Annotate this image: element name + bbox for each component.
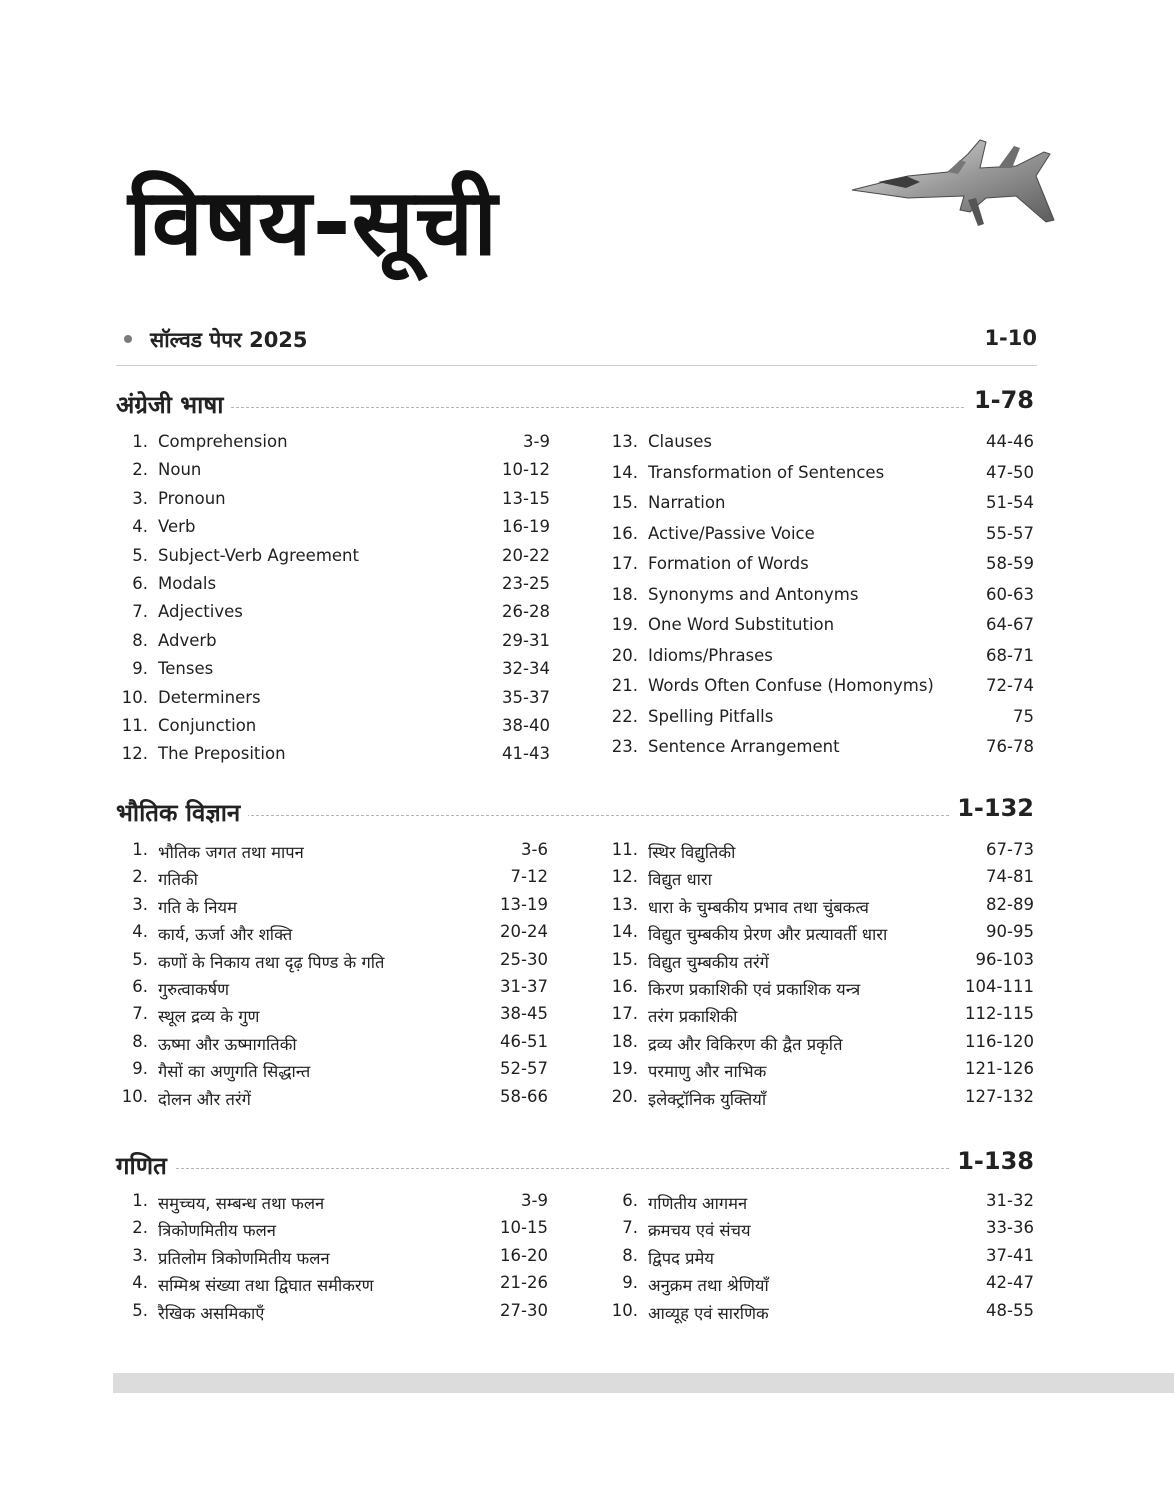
- toc-item[interactable]: [116, 1059, 548, 1085]
- toc-item-pages: 38-40: [502, 716, 550, 735]
- toc-item-title: परमाणु और नाभिक: [648, 1062, 767, 1082]
- dotted-leader: [116, 815, 1034, 816]
- toc-item-title: Pronoun: [158, 488, 226, 508]
- toc-item-title: गैसों का अणुगति सिद्धान्त: [158, 1062, 311, 1082]
- toc-item-title: Idioms/Phrases: [648, 645, 773, 665]
- toc-item-title: विद्युत चुम्बकीय प्रेरण और प्रत्यावर्ती धारा: [648, 925, 888, 945]
- toc-item[interactable]: [116, 1301, 548, 1327]
- toc-item-pages: 27-30: [500, 1300, 548, 1320]
- toc-item-pages: 48-55: [986, 1300, 1034, 1320]
- section-physics: [116, 794, 1034, 1109]
- toc-item[interactable]: [116, 1246, 548, 1272]
- toc-item-number: 2.: [132, 460, 148, 480]
- toc-item-title: धारा के चुम्बकीय प्रभाव तथा चुंबकत्व: [648, 897, 869, 917]
- section-english: [116, 386, 1034, 764]
- toc-item-pages: 74-81: [986, 867, 1034, 887]
- toc-item-title: क्रमचय एवं संचय: [648, 1221, 751, 1241]
- toc-item-pages: 121-126: [965, 1059, 1034, 1079]
- toc-item[interactable]: [606, 1059, 1034, 1085]
- toc-item-title: Determiners: [158, 687, 261, 707]
- toc-item[interactable]: [606, 615, 1034, 641]
- toc-item-title: समुच्चय, सम्बन्ध तथा फलन: [158, 1194, 325, 1213]
- section-title: अंग्रेजी भाषा: [116, 388, 231, 421]
- toc-item-title: विद्युत चुम्बकीय तरंगें: [648, 952, 769, 972]
- toc-item-title: भौतिक जगत तथा मापन: [158, 843, 304, 862]
- toc-item-number: 1.: [132, 432, 148, 451]
- toc-item[interactable]: [116, 867, 548, 893]
- toc-item-title: द्विपद प्रमेय: [648, 1248, 714, 1268]
- toc-item-number: 6.: [622, 1191, 638, 1210]
- toc-item-pages: 35-37: [502, 687, 550, 707]
- section-pages: 1-138: [949, 1147, 1034, 1175]
- toc-item[interactable]: [116, 950, 548, 976]
- toc-item[interactable]: [606, 1273, 1034, 1299]
- toc-item[interactable]: [116, 977, 548, 1003]
- toc-item-title: गणितीय आगमन: [648, 1194, 748, 1213]
- toc-item-title: Active/Passive Voice: [648, 523, 815, 543]
- toc-item[interactable]: [606, 432, 1034, 458]
- toc-item[interactable]: [116, 744, 550, 770]
- toc-item[interactable]: [116, 895, 548, 921]
- toc-item-title: Modals: [158, 574, 217, 593]
- toc-item[interactable]: [116, 546, 550, 572]
- section-title: गणित: [116, 1149, 175, 1182]
- toc-item-pages: 7-12: [510, 867, 548, 887]
- toc-item-title: Conjunction: [158, 716, 257, 735]
- toc-item[interactable]: [606, 1191, 1034, 1217]
- toc-item-pages: 46-51: [500, 1031, 548, 1051]
- toc-item-pages: 68-71: [986, 645, 1034, 665]
- toc-item[interactable]: [606, 840, 1034, 866]
- toc-item-title: द्रव्य और विकिरण की द्वैत प्रकृति: [648, 1034, 843, 1054]
- toc-item-title: Clauses: [648, 432, 713, 451]
- toc-item-pages: 72-74: [986, 676, 1034, 695]
- toc-item[interactable]: [606, 1032, 1034, 1058]
- toc-item-title: The Preposition: [158, 744, 286, 764]
- toc-item-number: 4.: [132, 922, 148, 942]
- toc-item-pages: 55-57: [986, 523, 1034, 543]
- toc-item-number: 3.: [132, 1245, 148, 1265]
- toc-item-number: 7.: [132, 1004, 148, 1024]
- footer-bar: [113, 1373, 1174, 1393]
- toc-item-number: 3.: [132, 894, 148, 914]
- toc-item-number: 7.: [622, 1218, 638, 1238]
- toc-item[interactable]: [116, 716, 550, 742]
- toc-item-title: ऊष्मा और ऊष्मागतिकी: [158, 1034, 297, 1054]
- toc-item-number: 4.: [132, 1273, 148, 1293]
- toc-item-pages: 23-25: [502, 574, 550, 593]
- toc-item[interactable]: [606, 1087, 1034, 1113]
- toc-item[interactable]: [116, 574, 550, 600]
- toc-item-pages: 16-20: [500, 1245, 548, 1265]
- toc-item[interactable]: [606, 524, 1034, 550]
- toc-item-title: गति के नियम: [158, 897, 237, 917]
- toc-item-title: Sentence Arrangement: [648, 737, 840, 756]
- toc-item-title: स्थिर विद्युतिकी: [648, 843, 736, 862]
- toc-item-pages: 82-89: [986, 894, 1034, 914]
- toc-item[interactable]: [606, 676, 1034, 702]
- toc-item[interactable]: [116, 1191, 548, 1217]
- toc-item[interactable]: [116, 1273, 548, 1299]
- toc-item[interactable]: [116, 922, 548, 948]
- toc-item[interactable]: [606, 895, 1034, 921]
- toc-item-pages: 116-120: [965, 1031, 1034, 1051]
- toc-item[interactable]: [606, 867, 1034, 893]
- toc-item[interactable]: [116, 432, 550, 458]
- toc-item-title: Comprehension: [158, 432, 288, 451]
- toc-item[interactable]: [606, 493, 1034, 519]
- toc-item-pages: 96-103: [975, 949, 1034, 969]
- toc-item[interactable]: [116, 1004, 548, 1030]
- dotted-leader: [116, 1168, 1034, 1169]
- toc-item-title: Subject-Verb Agreement: [158, 545, 359, 565]
- dotted-leader: [116, 407, 1034, 408]
- toc-item-pages: 26-28: [502, 602, 550, 622]
- toc-item-pages: 37-41: [986, 1245, 1034, 1265]
- toc-item-title: गुरुत्वाकर्षण: [158, 980, 230, 999]
- toc-item-pages: 60-63: [986, 584, 1034, 604]
- toc-item-number: 5.: [132, 1300, 148, 1320]
- toc-item-number: 13.: [611, 432, 638, 451]
- solved-paper-pages: 1-10: [984, 326, 1037, 350]
- toc-item-number: 1.: [132, 1191, 148, 1210]
- toc-item-pages: 3-9: [523, 432, 550, 451]
- toc-item[interactable]: [606, 646, 1034, 672]
- toc-item-title: Adjectives: [158, 602, 243, 622]
- toc-item-title: अनुक्रम तथा श्रेणियाँ: [648, 1276, 769, 1296]
- toc-item-pages: 44-46: [986, 432, 1034, 451]
- toc-item-pages: 75: [1013, 706, 1034, 726]
- toc-item-number: 11.: [121, 716, 148, 735]
- toc-item-pages: 90-95: [986, 922, 1034, 942]
- toc-item-pages: 16-19: [502, 517, 550, 537]
- section-header[interactable]: [116, 1149, 1034, 1183]
- solved-paper-label: सॉल्वड पेपर 2025: [150, 328, 308, 352]
- toc-item[interactable]: [606, 1246, 1034, 1272]
- toc-item-number: 20.: [611, 1086, 638, 1106]
- toc-item-number: 16.: [611, 523, 638, 543]
- toc-item-pages: 38-45: [500, 1004, 548, 1024]
- section-maths: [116, 1147, 1034, 1323]
- toc-item-number: 1.: [132, 840, 148, 859]
- toc-item-pages: 20-22: [502, 545, 550, 565]
- toc-item-number: 19.: [611, 1059, 638, 1079]
- toc-item-title: Adverb: [158, 630, 217, 650]
- toc-item-number: 2.: [132, 1218, 148, 1238]
- toc-item-title: One Word Substitution: [648, 615, 835, 634]
- toc-item-pages: 41-43: [502, 744, 550, 764]
- toc-item[interactable]: [116, 602, 550, 628]
- toc-item-title: Formation of Words: [648, 554, 809, 573]
- toc-item[interactable]: [606, 977, 1034, 1003]
- page-title: विषय-सूची: [128, 169, 499, 276]
- toc-item-title: Narration: [648, 493, 726, 512]
- bullet-icon: [124, 335, 132, 343]
- toc-item-number: 22.: [611, 706, 638, 726]
- toc-item-number: 15.: [611, 949, 638, 969]
- toc-item-pages: 58-66: [500, 1086, 548, 1106]
- toc-item[interactable]: [606, 922, 1034, 948]
- toc-item-pages: 33-36: [986, 1218, 1034, 1238]
- toc-item-pages: 52-57: [500, 1059, 548, 1079]
- toc-item-number: 10.: [121, 1086, 148, 1106]
- toc-item-number: 5.: [132, 949, 148, 969]
- toc-item-title: इलेक्ट्रॉनिक युक्तियाँ: [648, 1089, 767, 1109]
- toc-item-pages: 67-73: [986, 840, 1034, 859]
- toc-item-pages: 21-26: [500, 1273, 548, 1293]
- toc-item-pages: 76-78: [986, 737, 1034, 756]
- toc-item-pages: 3-6: [521, 840, 548, 859]
- toc-item-title: गतिकी: [158, 870, 198, 890]
- toc-item-title: कणों के निकाय तथा दृढ़ पिण्ड के गति: [158, 952, 385, 972]
- toc-item-number: 19.: [611, 615, 638, 634]
- toc-item-number: 17.: [611, 554, 638, 573]
- toc-item-number: 9.: [132, 659, 148, 679]
- toc-item-pages: 20-24: [500, 922, 548, 942]
- toc-item-number: 18.: [611, 1031, 638, 1051]
- toc-item-title: Noun: [158, 460, 202, 480]
- toc-item[interactable]: [606, 707, 1034, 733]
- toc-item-number: 2.: [132, 867, 148, 887]
- toc-item-number: 23.: [611, 737, 638, 756]
- toc-item-number: 11.: [611, 840, 638, 859]
- toc-item[interactable]: [116, 840, 548, 866]
- toc-item-title: रैखिक असमिकाएँ: [158, 1303, 265, 1323]
- toc-item-title: कार्य, ऊर्जा और शक्ति: [158, 925, 293, 945]
- toc-item-pages: 32-34: [502, 659, 550, 679]
- toc-item-number: 13.: [611, 894, 638, 914]
- toc-item-pages: 29-31: [502, 630, 550, 650]
- toc-item[interactable]: [116, 688, 550, 714]
- toc-item[interactable]: [606, 585, 1034, 611]
- toc-item-pages: 127-132: [965, 1086, 1034, 1106]
- toc-item-number: 17.: [611, 1004, 638, 1024]
- toc-item[interactable]: [116, 489, 550, 515]
- toc-item-number: 12.: [121, 744, 148, 764]
- toc-item-title: Tenses: [158, 659, 214, 679]
- toc-item-number: 14.: [611, 462, 638, 482]
- toc-item[interactable]: [116, 1218, 548, 1244]
- section-header[interactable]: [116, 388, 1034, 422]
- toc-item-number: 12.: [611, 867, 638, 887]
- divider: [116, 365, 1037, 366]
- toc-item-number: 3.: [132, 488, 148, 508]
- toc-item-title: स्थूल द्रव्य के गुण: [158, 1007, 260, 1027]
- toc-item[interactable]: [116, 631, 550, 657]
- toc-item-number: 21.: [611, 676, 638, 695]
- toc-item-number: 20.: [611, 645, 638, 665]
- toc-item-number: 7.: [132, 602, 148, 622]
- toc-item-number: 8.: [622, 1245, 638, 1265]
- toc-item[interactable]: [116, 1032, 548, 1058]
- toc-item-pages: 25-30: [500, 949, 548, 969]
- toc-item-title: किरण प्रकाशिकी एवं प्रकाशिक यन्त्र: [648, 980, 861, 999]
- toc-item-title: तरंग प्रकाशिकी: [648, 1007, 738, 1027]
- toc-item-pages: 51-54: [986, 493, 1034, 512]
- toc-item-number: 8.: [132, 1031, 148, 1051]
- toc-item-number: 9.: [132, 1059, 148, 1079]
- toc-item-pages: 104-111: [965, 977, 1034, 996]
- toc-item[interactable]: [606, 1301, 1034, 1327]
- toc-item[interactable]: [116, 1087, 548, 1113]
- toc-item-number: 4.: [132, 517, 148, 537]
- section-title: भौतिक विज्ञान: [116, 796, 248, 829]
- toc-item-number: 8.: [132, 630, 148, 650]
- toc-item-title: विद्युत धारा: [648, 870, 712, 890]
- toc-item-title: आव्यूह एवं सारणिक: [648, 1303, 769, 1323]
- section-header[interactable]: [116, 796, 1034, 830]
- toc-item[interactable]: [606, 950, 1034, 976]
- toc-item-number: 14.: [611, 922, 638, 942]
- toc-item-title: Words Often Confuse (Homonyms): [648, 676, 934, 695]
- toc-item[interactable]: [116, 659, 550, 685]
- toc-item-title: दोलन और तरंगें: [158, 1089, 251, 1109]
- toc-item-title: प्रतिलोम त्रिकोणमितीय फलन: [158, 1248, 330, 1268]
- toc-item-pages: 10-15: [500, 1218, 548, 1238]
- toc-item[interactable]: [606, 554, 1034, 580]
- toc-item-title: Verb: [158, 517, 196, 537]
- toc-item-number: 10.: [611, 1300, 638, 1320]
- toc-item-number: 6.: [132, 574, 148, 593]
- toc-item-pages: 112-115: [965, 1004, 1034, 1024]
- toc-item-pages: 58-59: [986, 554, 1034, 573]
- toc-item-pages: 64-67: [986, 615, 1034, 634]
- fighter-jet-image: [848, 132, 1058, 232]
- toc-item-number: 10.: [121, 687, 148, 707]
- toc-item-pages: 47-50: [986, 462, 1034, 482]
- toc-item-pages: 3-9: [521, 1191, 548, 1210]
- toc-item[interactable]: [606, 1218, 1034, 1244]
- toc-item-pages: 10-12: [502, 460, 550, 480]
- toc-item-pages: 31-37: [500, 977, 548, 996]
- toc-item-number: 15.: [611, 493, 638, 512]
- toc-item[interactable]: [606, 1004, 1034, 1030]
- toc-item-pages: 13-19: [500, 894, 548, 914]
- toc-item-number: 18.: [611, 584, 638, 604]
- toc-item-title: Spelling Pitfalls: [648, 706, 774, 726]
- toc-item-pages: 13-15: [502, 488, 550, 508]
- toc-item-title: Transformation of Sentences: [648, 462, 885, 482]
- toc-item[interactable]: [606, 463, 1034, 489]
- toc-item-title: त्रिकोणमितीय फलन: [158, 1221, 276, 1241]
- toc-item-title: सम्मिश्र संख्या तथा द्विघात समीकरण: [158, 1276, 374, 1296]
- toc-item-pages: 42-47: [986, 1273, 1034, 1293]
- toc-item-title: Synonyms and Antonyms: [648, 584, 859, 604]
- solved-paper-entry[interactable]: [124, 326, 1037, 356]
- toc-item-number: 16.: [611, 977, 638, 996]
- toc-item-number: 9.: [622, 1273, 638, 1293]
- toc-item[interactable]: [116, 460, 550, 486]
- section-pages: 1-78: [966, 386, 1034, 414]
- toc-item-number: 5.: [132, 545, 148, 565]
- toc-item-pages: 31-32: [986, 1191, 1034, 1210]
- toc-item[interactable]: [606, 737, 1034, 763]
- toc-item-number: 6.: [132, 977, 148, 996]
- section-pages: 1-132: [949, 794, 1034, 822]
- toc-item[interactable]: [116, 517, 550, 543]
